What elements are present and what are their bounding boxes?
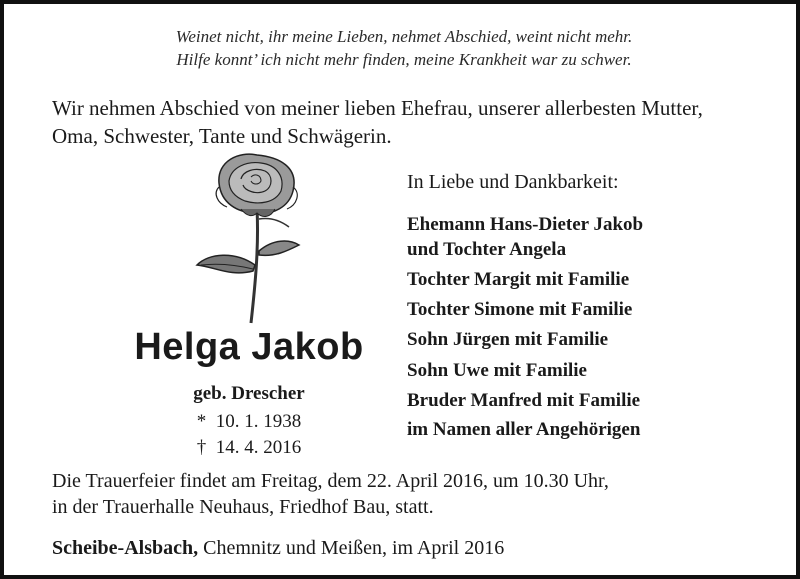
mourner-line: im Namen aller Angehörigen — [407, 419, 641, 440]
intro-line-2: Oma, Schwester, Tante und Schwägerin. — [52, 124, 392, 148]
maiden-name: geb. Drescher — [193, 383, 305, 404]
mourner-line: Sohn Jürgen mit Familie — [407, 329, 609, 350]
mourner-line: Ehemann Hans-Dieter Jakob — [407, 214, 644, 235]
mourner-line: Tochter Simone mit Familie — [407, 299, 633, 320]
poem-line-1: Weinet nicht, ihr meine Lieben, nehmet Abschied, weint nicht mehr. — [175, 27, 633, 46]
mourner-line: Bruder Manfred mit Familie — [407, 390, 641, 411]
mourner-line: Tochter Margit mit Familie — [407, 269, 630, 290]
funeral-line-1: Die Trauerfeier findet am Freitag, dem 22. April 2016, um 10.30 Uhr, — [52, 470, 609, 492]
birth-line — [64, 410, 434, 434]
death-date: 14. 4. 2016 — [215, 437, 302, 458]
mourners-heading: In Liebe und Dankbarkeit: — [407, 171, 619, 193]
death-symbol: † — [196, 437, 207, 458]
mourner-line: Sohn Uwe mit Familie — [407, 360, 587, 381]
birth-date: 10. 1. 1938 — [215, 411, 302, 432]
closing-rest: Chemnitz und Meißen, im April 2016 — [198, 537, 505, 559]
birth-symbol: * — [196, 411, 207, 432]
deceased-name: Helga Jakob — [134, 326, 364, 368]
mourner-line: und Tochter Angela — [407, 239, 567, 260]
poem-line-2: Hilfe konnt’ ich nicht mehr finden, meine Krankheit war zu schwer. — [176, 50, 632, 69]
closing-place: Scheibe-Alsbach, — [52, 537, 199, 559]
rose-icon — [189, 147, 319, 327]
death-line — [64, 436, 434, 460]
closing-line — [52, 535, 772, 561]
intro-line-1: Wir nehmen Abschied von meiner lieben Ehefrau, unserer allerbesten Mutter, — [52, 96, 703, 120]
funeral-line-2: in der Trauerhalle Neuhaus, Friedhof Bau, statt. — [52, 496, 434, 518]
